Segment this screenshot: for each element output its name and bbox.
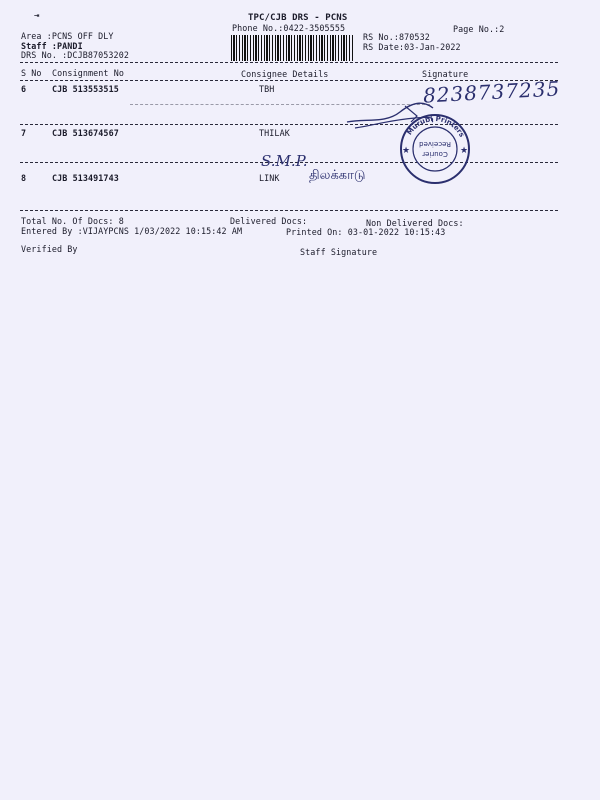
delivered-docs: Delivered Docs: [230, 216, 308, 226]
row-consignee: THILAK [259, 128, 290, 138]
row-divider [20, 124, 558, 125]
rs-date: RS Date:03-Jan-2022 [363, 42, 461, 52]
drs-number: DRS No. :DCJB87053202 [21, 50, 129, 60]
handwritten-phone-number: 8238737235 [422, 76, 561, 108]
rs-number: RS No.:870532 [363, 32, 430, 42]
page-number: Page No.:2 [453, 24, 505, 34]
barcode [231, 35, 354, 61]
stamp-ring-text: Murubi Printers [405, 114, 466, 139]
column-signature: Signature [422, 69, 469, 79]
verified-by: Verified By [21, 244, 78, 254]
printed-on: Printed On: 03-01-2022 10:15:43 [286, 227, 446, 237]
row-divider [20, 210, 558, 211]
courier-stamp [398, 112, 472, 186]
column-consignment-no: Consignment No [52, 68, 124, 78]
row-consignment: CJB 513553515 [52, 84, 119, 94]
row-consignee: LINK [259, 173, 280, 183]
staff-signature: Staff Signature [300, 247, 378, 257]
document-title: TPC/CJB DRS - PCNS [248, 13, 348, 23]
row-consignment: CJB 513674567 [52, 128, 119, 138]
row-consignment: CJB 513491743 [52, 173, 119, 183]
entered-by: Entered By :VIJAYPCNS 1/03/2022 10:15:42 AM [21, 226, 243, 236]
row-s-no: 7 [21, 128, 27, 138]
column-s-no: S No [21, 68, 42, 78]
area-label: Area :PCNS OFF DLY [21, 31, 114, 41]
handwritten-initials: S.M.P. [261, 152, 308, 170]
header-divider [20, 62, 558, 63]
row-s-no: 6 [21, 84, 27, 94]
stamp-center-line-2: Received [419, 140, 451, 148]
phone-number: Phone No.:0422-3505555 [232, 23, 346, 33]
non-delivered-docs: Non Delivered Docs: [366, 218, 464, 228]
corner-mark: ⇥ [34, 11, 40, 21]
stamp-center-line-1: Courier [422, 150, 448, 158]
row-consignee: TBH [259, 84, 275, 94]
column-consignee-details: Consignee Details [241, 69, 329, 79]
stamp-star: ★ [402, 146, 411, 156]
staff-label: Staff :PANDI [21, 41, 83, 51]
stamp-star: ★ [460, 146, 469, 156]
row-s-no: 8 [21, 173, 27, 183]
total-docs: Total No. Of Docs: 8 [21, 216, 124, 226]
handwritten-tamil-name: திலக்காடு [309, 168, 366, 183]
